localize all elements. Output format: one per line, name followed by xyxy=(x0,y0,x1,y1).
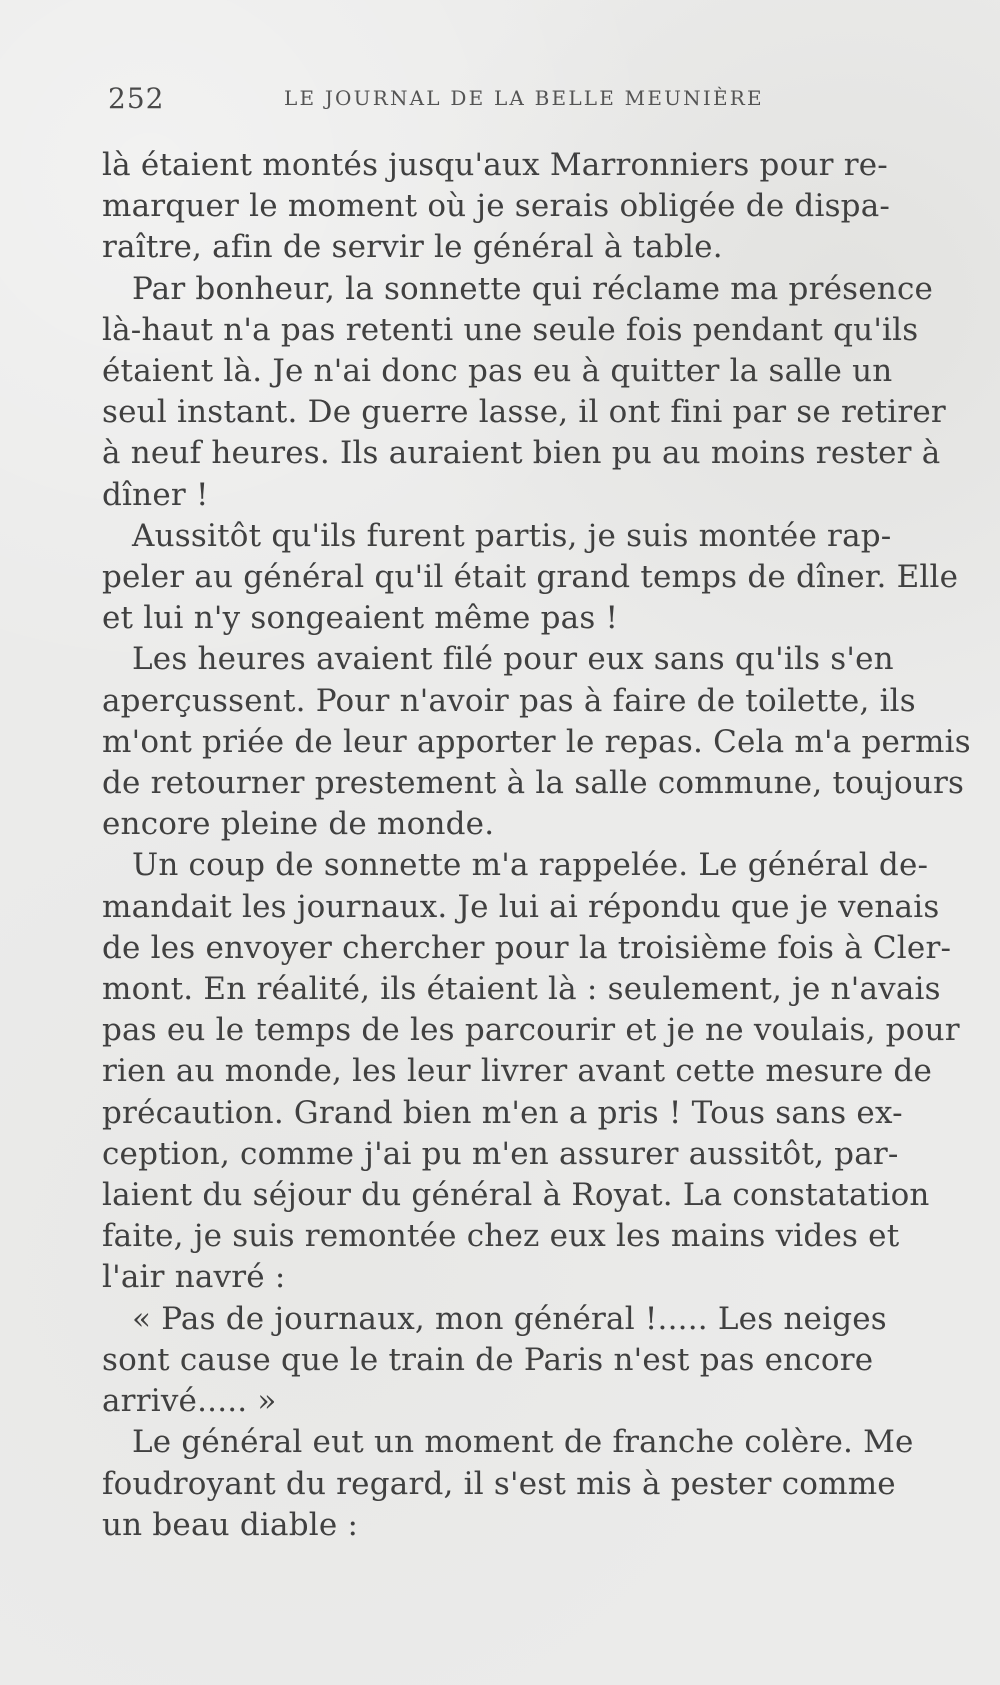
paragraph-2-line-6: dîner ! xyxy=(102,476,209,513)
paragraph-3 xyxy=(102,516,959,640)
paragraph-5-line-1: Un coup de sonnette m'a rappelée. Le général de- xyxy=(132,847,929,884)
paragraph-1-line-2: marquer le moment où je serais obligée de dispa- xyxy=(102,188,891,225)
page-body xyxy=(102,145,971,1546)
page-header xyxy=(108,82,798,122)
paragraph-2-line-1: Par bonheur, la sonnette qui réclame ma présence xyxy=(132,270,934,307)
paragraph-5 xyxy=(102,845,960,1298)
paragraph-5-line-10: faite, je suis remontée chez eux les mains vides et xyxy=(102,1218,900,1255)
paragraph-7 xyxy=(102,1422,948,1546)
paragraph-2-line-4: seul instant. De guerre lasse, il ont fini par se retirer xyxy=(102,394,946,431)
paragraph-5-line-2: mandait les journaux. Je lui ai répondu que je venais xyxy=(102,888,940,925)
paragraph-6-line-2: sont cause que le train de Paris n'est pas encore xyxy=(102,1341,874,1378)
paragraph-5-line-7: précaution. Grand bien m'en a pris ! Tous sans ex- xyxy=(102,1094,903,1131)
paragraph-4-line-1: Les heures avaient filé pour eux sans qu'ils s'en xyxy=(132,641,894,678)
paragraph-4-line-5: encore pleine de monde. xyxy=(102,806,495,843)
paragraph-1-line-3: raître, afin de servir le général à table. xyxy=(102,229,723,266)
paragraph-4-line-2: aperçussent. Pour n'avoir pas à faire de toilette, ils xyxy=(102,682,916,719)
paragraph-5-line-5: pas eu le temps de les parcourir et je ne voulais, pour xyxy=(102,1012,960,1049)
paragraph-6 xyxy=(102,1299,948,1423)
paragraph-4 xyxy=(102,639,971,845)
paragraph-6-line-1: « Pas de journaux, mon général !..... Les neiges xyxy=(132,1300,887,1337)
paragraph-7-line-2: foudroyant du regard, il s'est mis à pester comme xyxy=(102,1465,896,1502)
paragraph-5-line-3: de les envoyer chercher pour la troisième fois à Cler- xyxy=(102,929,952,966)
paragraph-3-line-3: et lui n'y songeaient même pas ! xyxy=(102,600,619,637)
paragraph-1-line-1: là étaient montés jusqu'aux Marronniers pour re- xyxy=(102,147,888,183)
running-title: LE JOURNAL DE LA BELLE MEUNIÈRE xyxy=(284,86,764,110)
paragraph-4-line-3: m'ont priée de leur apporter le repas. Cela m'a permis xyxy=(102,723,971,760)
paragraph-1 xyxy=(102,145,948,269)
paragraph-3-line-1: Aussitôt qu'ils furent partis, je suis montée rap- xyxy=(132,517,892,554)
paragraph-5-line-4: mont. En réalité, ils étaient là : seulement, je n'avais xyxy=(102,971,941,1008)
paragraph-7-line-3: un beau diable : xyxy=(102,1506,359,1543)
paragraph-2-line-5: à neuf heures. Ils auraient bien pu au moins rester à xyxy=(102,435,941,472)
paragraph-6-line-3: arrivé..... » xyxy=(102,1383,277,1420)
paragraph-5-line-9: laient du séjour du général à Royat. La constatation xyxy=(102,1177,930,1214)
paragraph-2-line-2: là-haut n'a pas retenti une seule fois pendant qu'ils xyxy=(102,311,919,348)
paragraph-2-line-3: étaient là. Je n'ai donc pas eu à quitter la salle un xyxy=(102,353,893,390)
paragraph-3-line-2: peler au général qu'il était grand temps de dîner. Elle xyxy=(102,559,959,596)
paragraph-5-line-11: l'air navré : xyxy=(102,1259,286,1296)
paragraph-5-line-8: ception, comme j'ai pu m'en assurer aussitôt, par- xyxy=(102,1135,899,1172)
paragraph-5-line-6: rien au monde, les leur livrer avant cette mesure de xyxy=(102,1053,933,1090)
paragraph-2 xyxy=(102,269,948,516)
paragraph-7-line-1: Le général eut un moment de franche colère. Me xyxy=(132,1424,914,1461)
page-number: 252 xyxy=(108,82,165,115)
paragraph-4-line-4: de retourner prestement à la salle commune, toujours xyxy=(102,765,965,802)
